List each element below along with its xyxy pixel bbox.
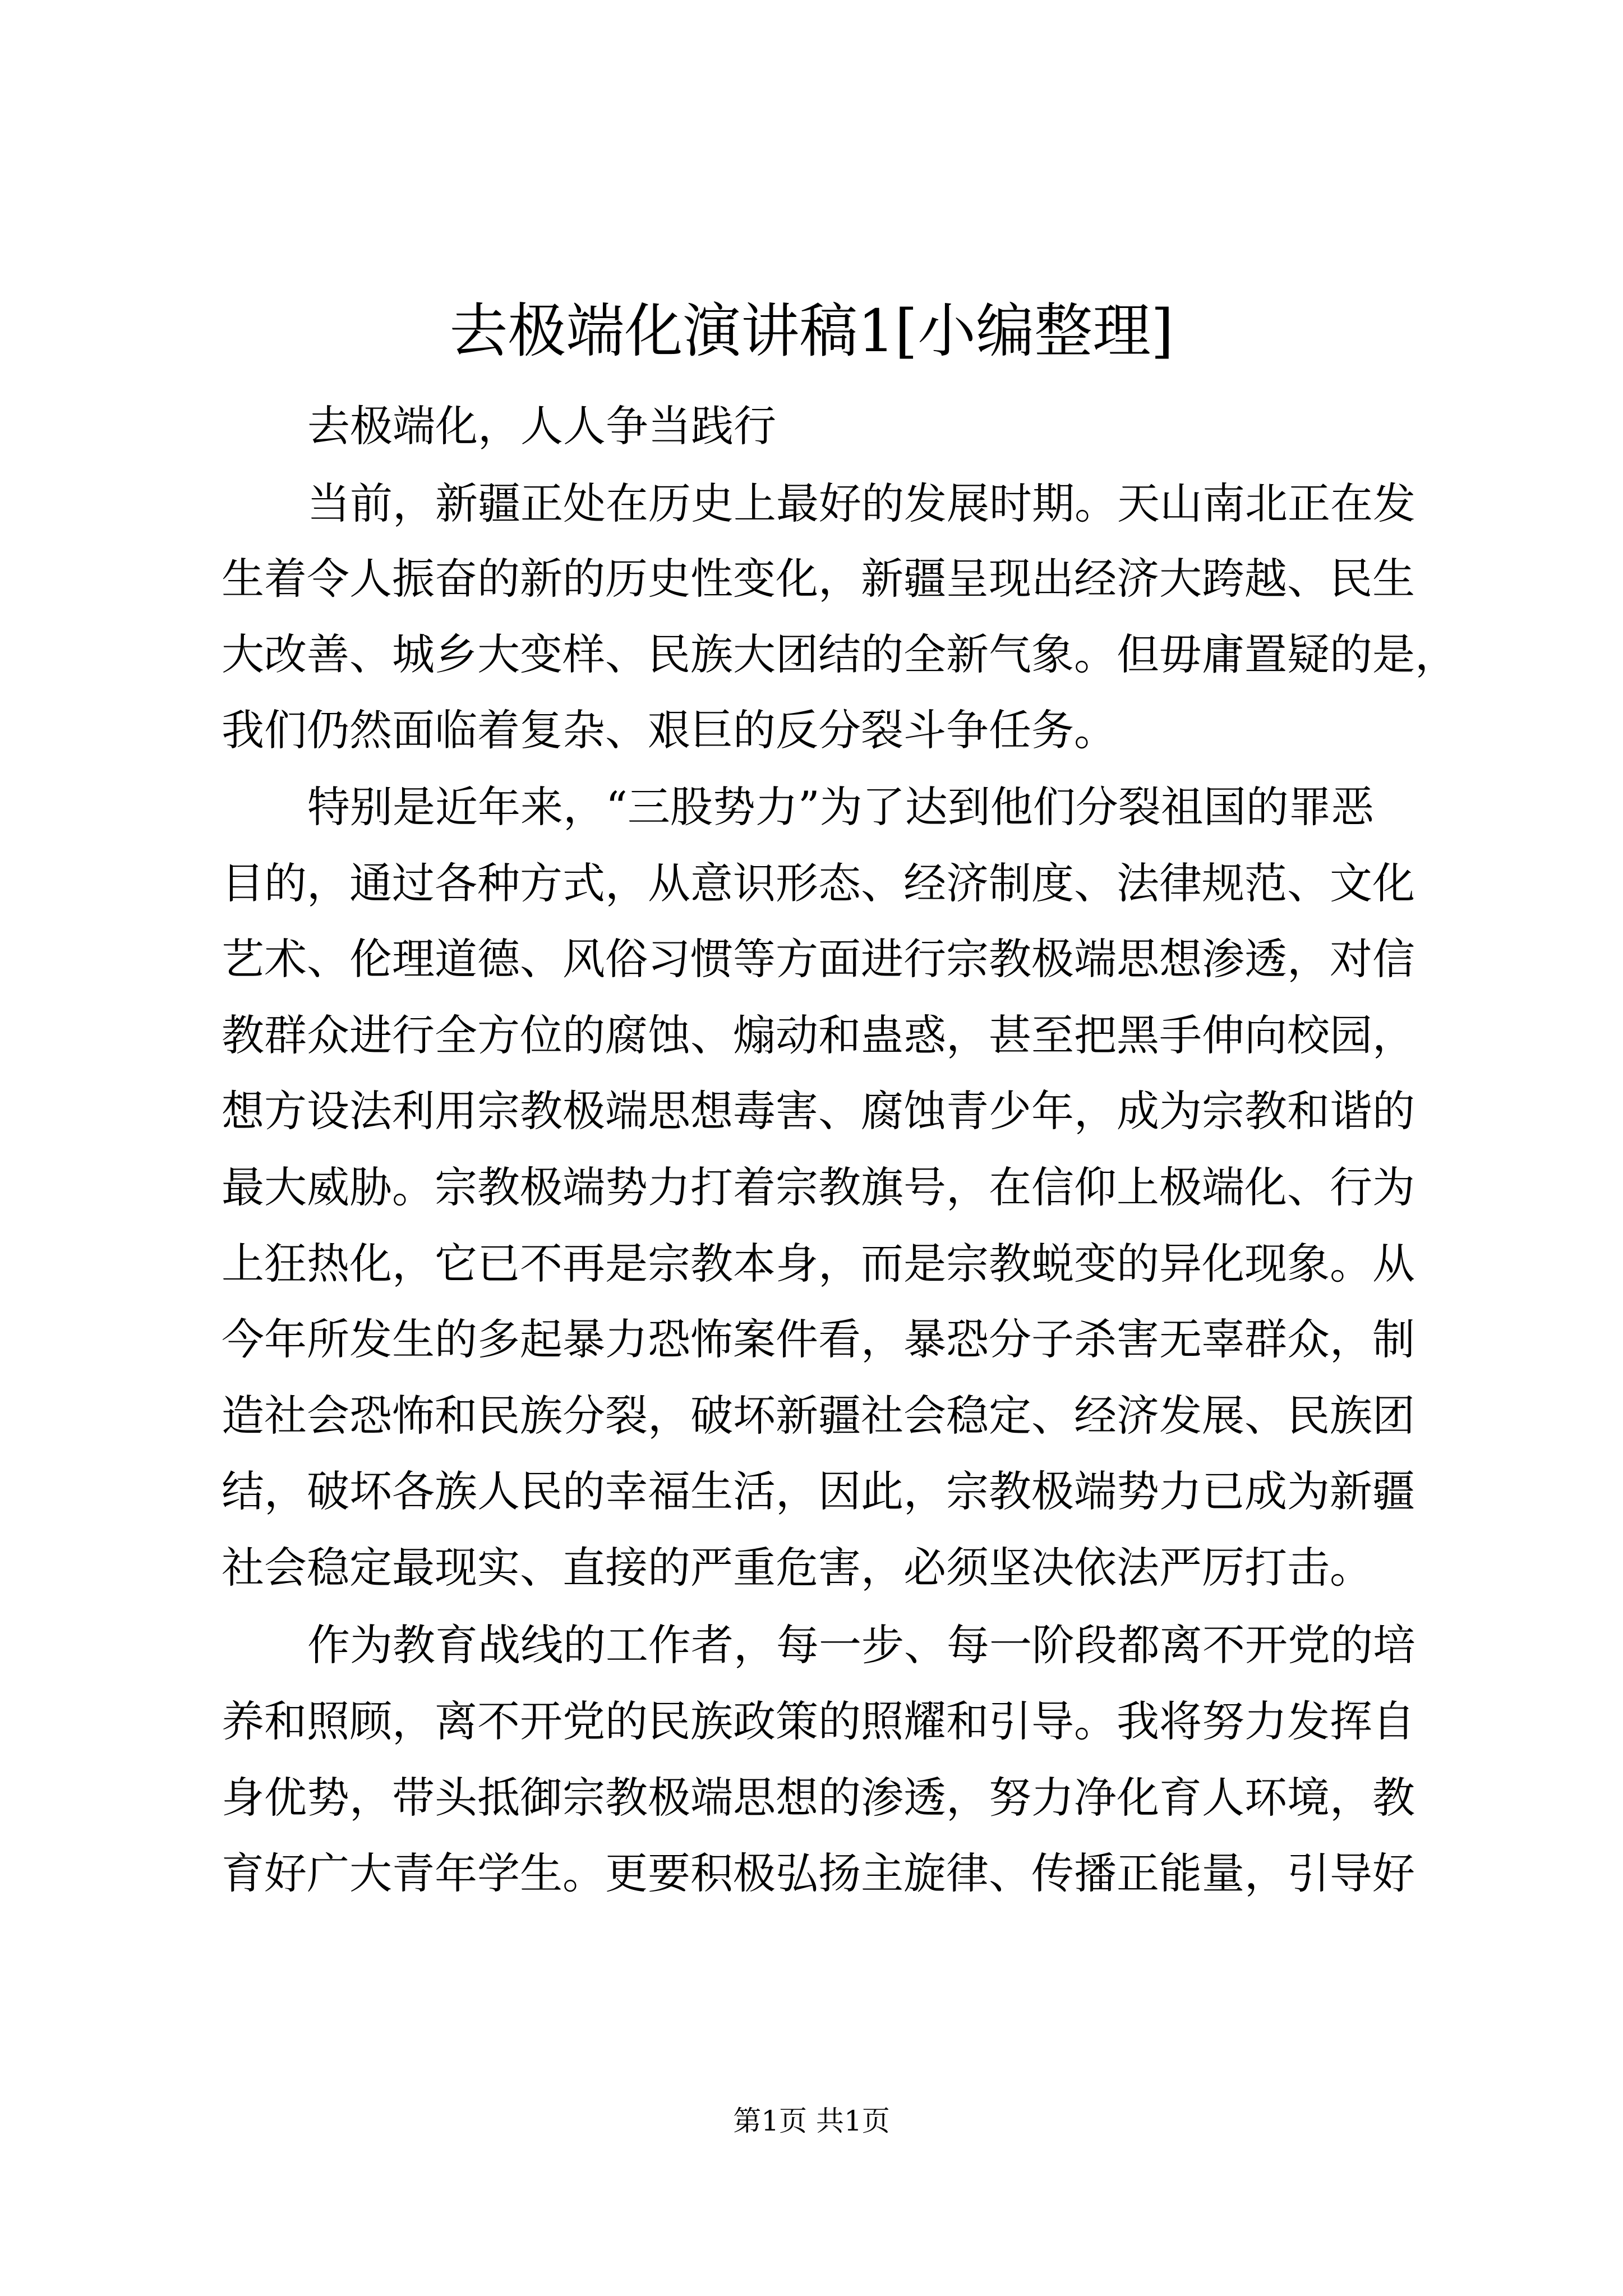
paragraph-line: 育好广大青年学生。更要积极弘扬主旋律、传播正能量，引导好 [222, 1848, 1415, 1898]
paragraph-line: 当前，新疆正处在历史上最好的发展时期。天山南北正在发 [307, 478, 1415, 528]
document-subtitle: 去极端化，人人争当践行 [307, 401, 776, 451]
paragraph-line: 我们仍然面临着复杂、艰巨的反分裂斗争任务。 [222, 705, 1117, 755]
paragraph-line: 造社会恐怖和民族分裂，破坏新疆社会稳定、经济发展、民族团 [222, 1391, 1415, 1441]
paragraph-line: 结，破坏各族人民的幸福生活，因此，宗教极端势力已成为新疆 [222, 1466, 1415, 1516]
paragraph-line: 目的，通过各种方式，从意识形态、经济制度、法律规范、文化 [222, 858, 1415, 908]
paragraph-line: 想方设法利用宗教极端思想毒害、腐蚀青少年，成为宗教和谐的 [222, 1086, 1415, 1136]
paragraph-line: 作为教育战线的工作者，每一步、每一阶段都离不开党的培 [307, 1620, 1415, 1670]
paragraph-line: 最大威胁。宗教极端势力打着宗教旗号，在信仰上极端化、行为 [222, 1162, 1415, 1212]
paragraph-line: 今年所发生的多起暴力恐怖案件看，暴恐分子杀害无辜群众，制 [222, 1314, 1415, 1364]
paragraph-line: 养和照顾，离不开党的民族政策的照耀和引导。我将努力发挥自 [222, 1696, 1415, 1746]
paragraph-line: 上狂热化，它已不再是宗教本身，而是宗教蜕变的异化现象。从 [222, 1239, 1415, 1289]
paragraph-line: 生着令人振奋的新的历史性变化，新疆呈现出经济大跨越、民生 [222, 554, 1415, 604]
paragraph-line: 教群众进行全方位的腐蚀、煽动和蛊惑，甚至把黑手伸向校园， [222, 1010, 1415, 1060]
paragraph-line: 身优势，带头抵御宗教极端思想的渗透，努力净化育人环境，教 [222, 1773, 1415, 1823]
page-number-footer: 第1页 共1页 [733, 2105, 890, 2137]
document-title: 去极端化演讲稿1[小编整理] [449, 297, 1174, 365]
paragraph-line: 艺术、伦理道德、风俗习惯等方面进行宗教极端思想渗透，对信 [222, 934, 1415, 984]
paragraph-line: 社会稳定最现实、直接的严重危害，必须坚决依法严厉打击。 [222, 1543, 1372, 1593]
paragraph-line: 大改善、城乡大变样、民族大团结的全新气象。但毋庸置疑的是， [222, 629, 1458, 679]
paragraph-line: 特别是近年来，“三股势力”为了达到他们分裂祖国的罪恶 [307, 782, 1374, 832]
